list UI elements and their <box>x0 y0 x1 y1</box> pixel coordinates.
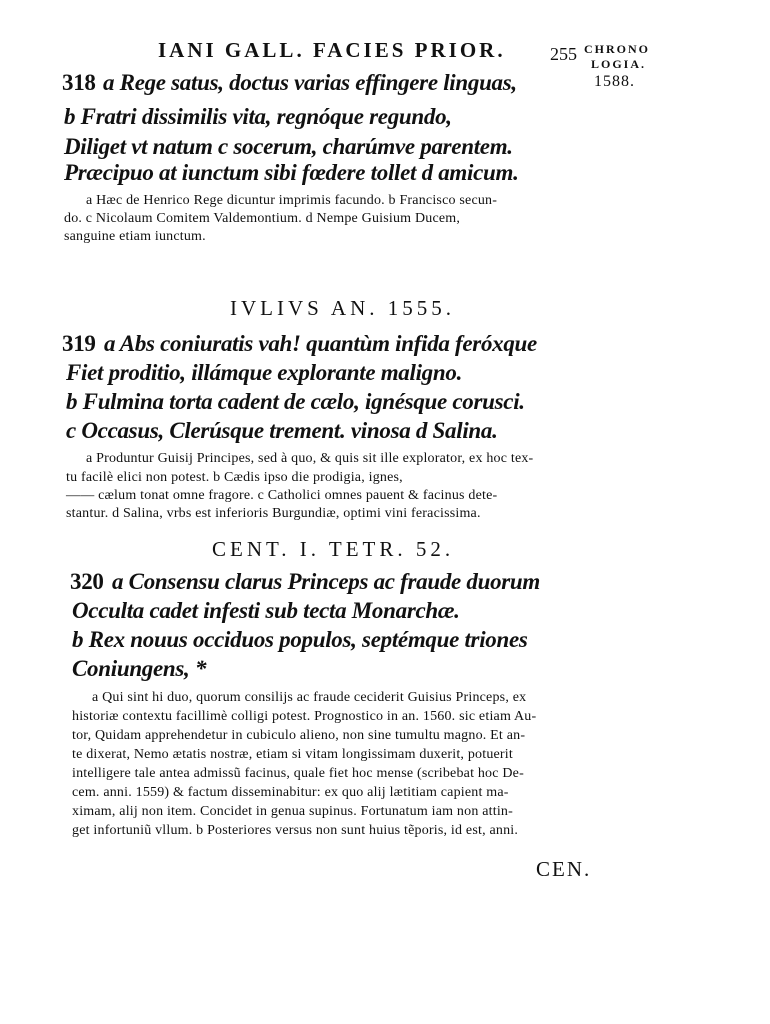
footnote-line: do. c Nicolaum Comitem Valdemontium. d Nempe Guisium Ducem, <box>64 211 461 226</box>
footnote-line: a Hæc de Henrico Rege dicuntur imprimis facundo. b Francisco secun- <box>86 193 498 208</box>
verse-line: b Fulmina torta cadent de cælo, ignésque corusci. <box>66 389 525 414</box>
footnote-line: get infortuniũ vllum. b Posteriores versus non sunt huius tẽporis, id est, anni. <box>72 823 519 838</box>
footnote-line: tor, Quidam apprehendetur in cubiculo alieno, non sine tumultu magno. Et an- <box>72 728 526 743</box>
footnote-line: tu facilè elici non potest. b Cædis ipso die prodigia, ignes, <box>66 470 403 485</box>
footnote-line: sanguine etiam iunctum. <box>64 229 206 244</box>
verse-line: b Rex nouus occiduos populos, septémque triones <box>72 627 528 652</box>
footnote-line: te dixerat, Nemo ætatis nostræ, etiam si vitam longissimam duxerit, potuerit <box>72 747 513 762</box>
verse-line: Diliget vt natum c socerum, charúmve parentem. <box>64 134 513 159</box>
verse-number-319: 319 <box>62 331 96 356</box>
verse-line: Præcipuo at iunctum sibi fœdere tollet d amicum. <box>64 160 519 185</box>
margin-chronologia-2: LOGIA. <box>591 57 647 71</box>
section-heading: CENT. I. TETR. 52. <box>212 537 455 561</box>
margin-year: 1588. <box>594 73 635 90</box>
footnote-line: stantur. d Salina, vrbs est inferioris Burgundiæ, optimi vini feracissima. <box>66 506 481 521</box>
page-number: 255 <box>550 44 577 64</box>
verse-number-318: 318 <box>62 70 96 95</box>
section-heading: IVLIVS AN. 1555. <box>230 296 455 320</box>
margin-chronologia-1: CHRONO <box>584 42 650 56</box>
footnote-line: —— cælum tonat omne fragore. c Catholici omnes pauent & facinus dete- <box>66 488 498 503</box>
running-title: IANI GALL. FACIES PRIOR. <box>158 38 506 62</box>
footnote-line: historiæ contextu facillimè colligi potest. Prognostico in an. 1560. sic etiam Au- <box>72 709 537 724</box>
verse-line: a Rege satus, doctus varias effingere linguas, <box>103 70 517 95</box>
footnote-line: a Qui sint hi duo, quorum consilijs ac fraude ceciderit Guisius Princeps, ex <box>92 690 527 705</box>
verse-line: Fiet proditio, illámque explorante maligno. <box>66 360 463 385</box>
footnote-line: a Produntur Guisij Principes, sed à quo, & quis sit ille explorator, ex hoc tex- <box>86 451 534 466</box>
verse-line: Occulta cadet infesti sub tecta Monarchæ. <box>72 598 460 623</box>
verse-number-320: 320 <box>70 569 104 594</box>
footnote-line: cem. anni. 1559) & factum disseminabitur: ex quo alij lætitiam capient ma- <box>72 785 509 800</box>
verse-line: b Fratri dissimilis vita, regnóque regundo, <box>64 104 452 129</box>
catchword: CEN. <box>536 857 592 881</box>
verse-line: a Abs coniuratis vah! quantùm infida feróxque <box>104 331 537 356</box>
verse-line: Coniungens, * <box>72 656 207 681</box>
verse-line: c Occasus, Clerúsque trement. vinosa d Salina. <box>66 418 498 443</box>
footnote-line: intelligere tale antea admissũ facinus, quale fiet hoc mense (scribebat hoc De- <box>72 766 524 781</box>
verse-line: a Consensu clarus Princeps ac fraude duorum <box>112 569 541 594</box>
footnote-line: ximam, alij non item. Concidet in genua supinus. Fortunatum iam non attin- <box>72 804 513 819</box>
